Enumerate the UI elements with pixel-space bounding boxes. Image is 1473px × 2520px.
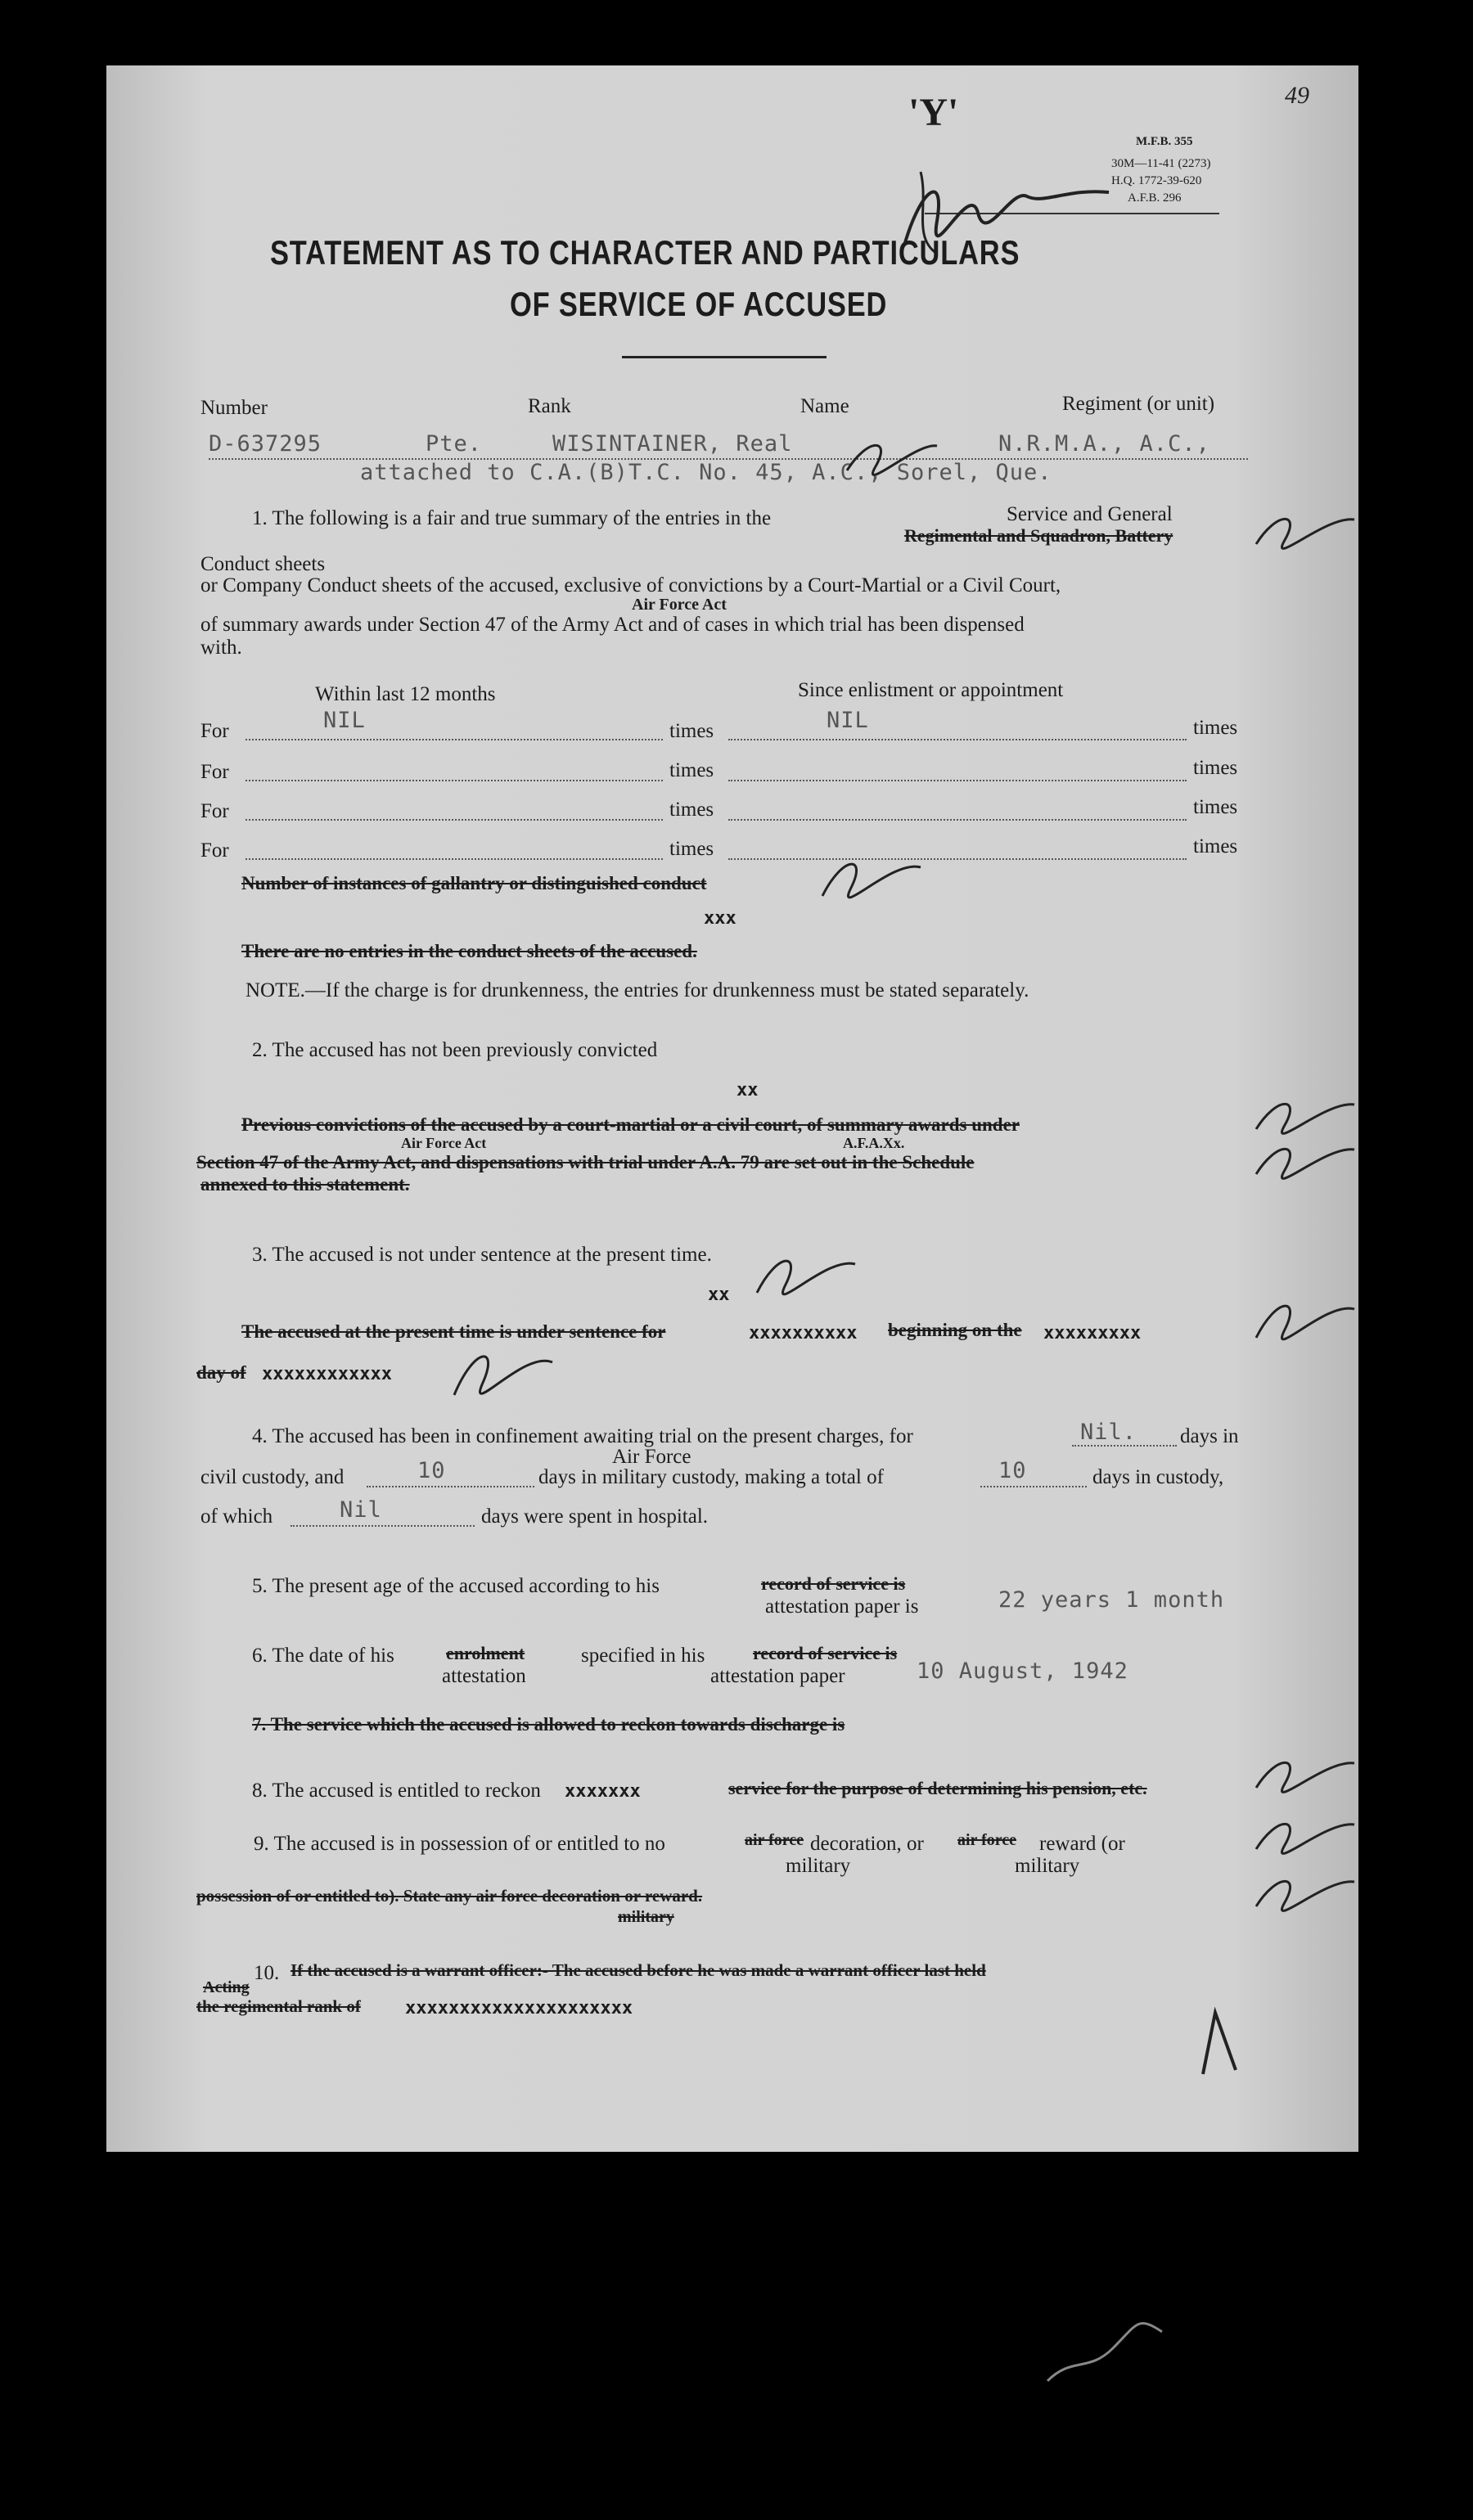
para4-airforce: Air Force [612, 1446, 691, 1468]
row-times: times [669, 720, 714, 742]
row-times: times [669, 799, 714, 821]
dotted-line [1072, 1445, 1177, 1447]
caret-icon [1195, 2005, 1244, 2078]
dotted-line [246, 819, 663, 821]
military-label: military [1015, 1855, 1080, 1877]
para9-reward: reward (or [1039, 1833, 1125, 1855]
nil-12: NIL [323, 708, 366, 733]
para1-line4: with. [200, 637, 242, 659]
form-code: H.Q. 1772-39-620 [1111, 174, 1202, 187]
initials-icon [1252, 1751, 1358, 1915]
struck-airforce2: air force [957, 1831, 1017, 1849]
row-times: times [1193, 796, 1238, 818]
dotted-line [728, 780, 1187, 781]
total-days: 10 [998, 1458, 1027, 1483]
struck-prev-af: Air Force Act [401, 1135, 487, 1151]
struck-enrolment: enrolment [446, 1643, 525, 1663]
struck-gallantry: Number of instances of gallantry or distinguished conduct [241, 873, 707, 893]
struck-poss: possession of or entitled to). State any air force decoration or reward. [196, 1886, 703, 1906]
para4-b3: days in custody, [1092, 1466, 1224, 1488]
para1-line2: or Company Conduct sheets of the accused, exclusive of convictions by a Court-Martial or a Civil Court, [200, 574, 1061, 596]
xx-mark: xx [736, 1080, 759, 1100]
struck-prev3: annexed to this statement. [200, 1174, 410, 1195]
age-value: 22 years 1 month [998, 1587, 1225, 1613]
row-times: times [1193, 717, 1238, 739]
initials-icon [450, 1342, 556, 1407]
para6-b: specified in his [581, 1645, 705, 1667]
struck-acting: Acting [203, 1978, 250, 1996]
typed-unit: N.R.M.A., A.C., [998, 431, 1210, 457]
para8-x: xxxxxxx [565, 1781, 641, 1802]
xxx-mark: xxx [704, 908, 736, 929]
row-times: times [1193, 835, 1238, 857]
para9-b: decoration, or [810, 1833, 924, 1855]
para7: 7. The service which the accused is allowed to reckon towards discharge is [252, 1714, 845, 1735]
para1-conduct: Conduct sheets [200, 553, 326, 575]
column-right: Since enlistment or appointment [798, 679, 1064, 701]
struck-day-of: day of [196, 1362, 246, 1383]
dotted-line [728, 739, 1187, 740]
struck-military: military [618, 1908, 674, 1926]
xx-mark: xx [708, 1285, 730, 1305]
form-code: A.F.B. 296 [1128, 191, 1182, 205]
struck-beginning: beginning on the [888, 1320, 1022, 1340]
para1-line3: of summary awards under Section 47 of the Army Act and of cases in which trial has been dispensed [200, 614, 1025, 636]
struck-airforce: air force [745, 1831, 804, 1849]
attestation: attestation [442, 1665, 526, 1687]
struck-sentence: The accused at the present time is under sentence for [241, 1321, 666, 1342]
title-line2: OF SERVICE OF ACCUSED [510, 285, 888, 323]
dotted-line [728, 858, 1187, 860]
struck-no-entries: There are no entries in the conduct sheets of the accused. [241, 941, 697, 961]
typed-unit-line2: attached to C.A.(B)T.C. No. 45, A.C., Sorel, Que. [360, 460, 1052, 485]
header-regiment: Regiment (or unit) [1062, 393, 1215, 415]
initials-icon [818, 851, 925, 908]
dotted-line [246, 780, 663, 781]
header-rank: Rank [528, 395, 571, 417]
title-underline [622, 356, 827, 358]
civil-days: Nil. [1080, 1420, 1137, 1445]
dotted-line [367, 1486, 534, 1487]
form-code: 30M—11-41 (2273) [1111, 157, 1211, 170]
row-for: For [200, 839, 229, 862]
dotted-line [980, 1486, 1087, 1487]
military-label: military [786, 1855, 851, 1877]
initials-icon [1252, 507, 1358, 556]
initials-icon [1252, 1092, 1358, 1182]
scribble-icon [1039, 2299, 1187, 2389]
document-page [106, 65, 1358, 2152]
initials-icon [753, 1248, 859, 1305]
para10: 10. [254, 1962, 280, 1984]
para3: 3. The accused is not under sentence at the present time. [252, 1244, 712, 1266]
attestation-date: 10 August, 1942 [917, 1658, 1128, 1684]
page-number: 49 [1285, 82, 1309, 109]
hospital-days: Nil [340, 1497, 382, 1523]
struck-prev1: Previous convictions of the accused by a court-martial or a civil court, of summary awards under [241, 1114, 1020, 1135]
typed-number: D-637295 [209, 431, 322, 457]
typed-rank: Pte. [426, 431, 483, 457]
sentence-x2: xxxxxxxxx [1043, 1323, 1142, 1343]
para4-c1: of which [200, 1505, 273, 1528]
row-times: times [669, 759, 714, 781]
nil-since: NIL [827, 708, 869, 733]
corner-mark: 'Y' [908, 91, 959, 134]
sentence-x3: xxxxxxxxxxxx [262, 1364, 392, 1384]
struck-prev2: Section 47 of the Army Act, and dispensations with trial under A.A. 79 are set out in the Schedule [196, 1152, 975, 1172]
column-left: Within last 12 months [315, 683, 496, 705]
para6: 6. The date of his [252, 1645, 394, 1667]
initials-icon [1252, 1293, 1358, 1350]
para9: 9. The accused is in possession of or entitled to no [254, 1833, 665, 1855]
para10-x: xxxxxxxxxxxxxxxxxxxxx [405, 1998, 633, 2018]
form-code: M.F.B. 355 [1136, 135, 1193, 148]
para4-a: 4. The accused has been in confinement awaiting trial on the present charges, for [252, 1425, 913, 1447]
header-number: Number [200, 397, 268, 419]
title-line1: STATEMENT AS TO CHARACTER AND PARTICULARS [270, 233, 1020, 272]
typed-name: WISINTAINER, Real [552, 431, 793, 457]
para4-b1: civil custody, and [200, 1466, 345, 1488]
para4-c2: days were spent in hospital. [481, 1505, 709, 1528]
military-days: 10 [417, 1458, 446, 1483]
header-name: Name [800, 395, 849, 417]
para8-b: service for the purpose of determining his pension, etc. [728, 1778, 1147, 1798]
dotted-line [246, 739, 663, 740]
initials-icon [843, 434, 941, 483]
struck-record2: record of service is [753, 1643, 898, 1663]
dotted-line [291, 1525, 475, 1527]
struck-record1: record of service is [761, 1573, 906, 1594]
row-for: For [200, 720, 229, 742]
para4-days-in: days in [1180, 1425, 1239, 1447]
dotted-line [728, 819, 1187, 821]
attestation-paper: attestation paper [710, 1665, 845, 1687]
para5: 5. The present age of the accused according to his [252, 1575, 660, 1597]
para8: 8. The accused is entitled to reckon [252, 1780, 541, 1802]
row-for: For [200, 800, 229, 822]
sentence-x1: xxxxxxxxxx [749, 1323, 858, 1343]
note: NOTE.—If the charge is for drunkenness, the entries for drunkenness must be stated separately. [246, 979, 1029, 1001]
para1-air-force-act: Air Force Act [632, 596, 727, 614]
row-times: times [1193, 757, 1238, 779]
para1-above-right: Service and General [1007, 503, 1173, 525]
struck-regimental: Regimental and Squadron, Battery [904, 525, 1173, 546]
dotted-line [246, 858, 663, 860]
row-for: For [200, 761, 229, 783]
attestation-paper-is: attestation paper is [765, 1595, 919, 1618]
para2: 2. The accused has not been previously convicted [252, 1039, 658, 1061]
para4-b2: days in military custody, making a total of [538, 1466, 884, 1488]
struck-rank: the regimental rank of [196, 1996, 361, 2016]
para1-line1: 1. The following is a fair and true summary of the entries in the [252, 507, 772, 529]
struck-para10: If the accused is a warrant officer:- The accused before he was made a warrant officer last held [291, 1960, 986, 1980]
struck-prev-afx: A.F.A.Xx. [843, 1135, 905, 1151]
row-times: times [669, 838, 714, 860]
